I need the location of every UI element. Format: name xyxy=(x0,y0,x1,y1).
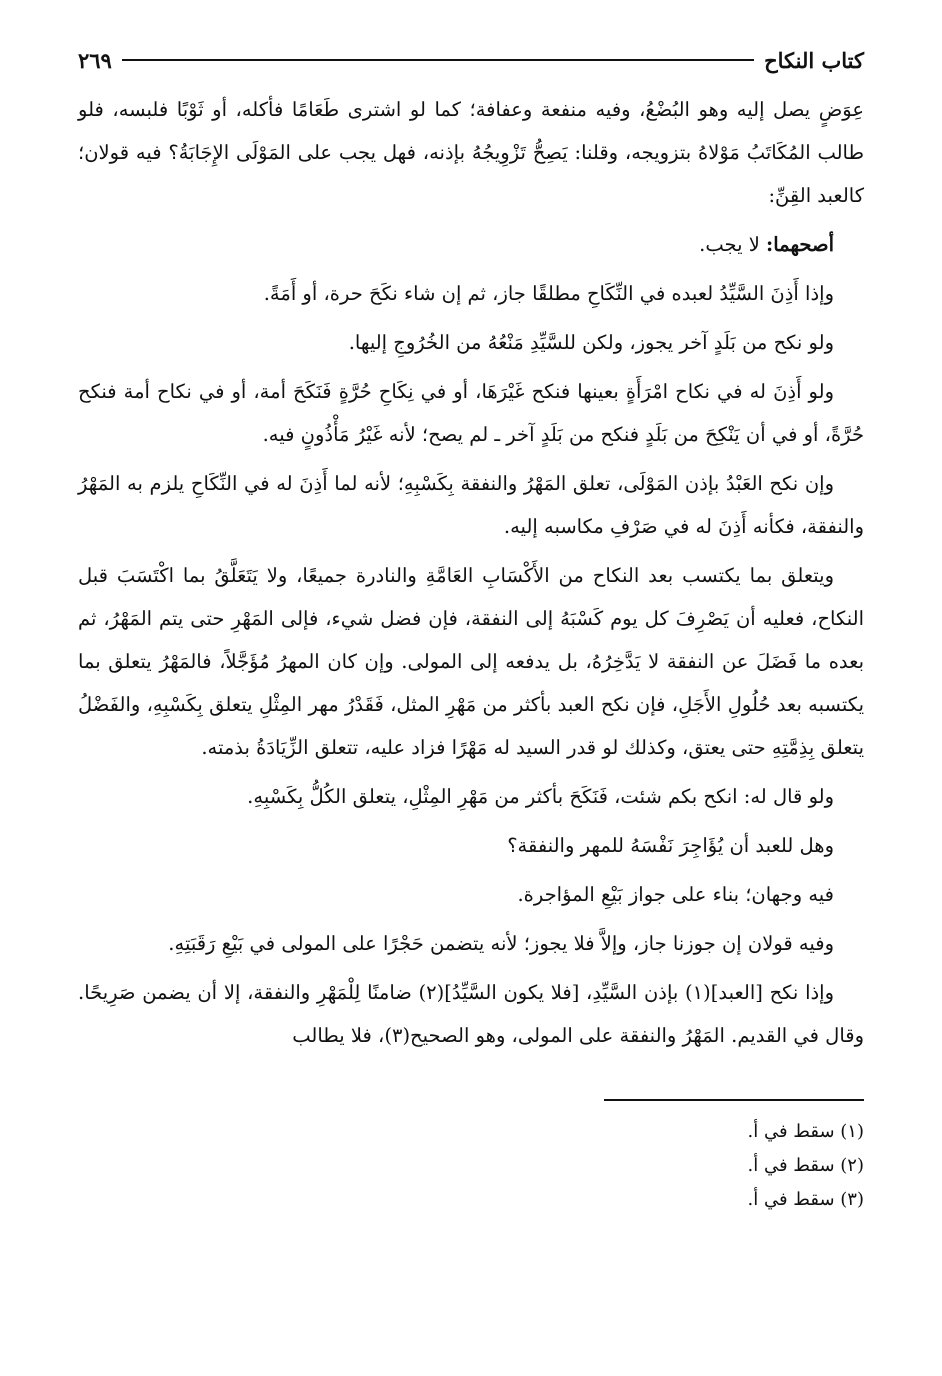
page-body xyxy=(78,88,864,1057)
footnote: (٢) سقط في أ. xyxy=(747,1155,864,1176)
paragraph-text: وإذا نكح [العبد](١) بإذن السَّيِّدِ، [فلا يكون السَّيِّدُ](٢) ضامنًا لِلْمَهْرِ والنفقة، إلا أن يضمن صَرِيحًا. وقال في القديم. المَهْرُ والنفقة على المولى، وهو الصحيح(٣)، فلا يطالب xyxy=(78,981,864,1047)
paragraph xyxy=(78,321,864,364)
paragraph-text: ولو قال له: انكح بكم شئت، فَنَكَحَ بأكثر من مَهْرِ المِثْلِ، يتعلق الكُلُّ بِكَسْبِهِ. xyxy=(247,785,834,808)
paragraph xyxy=(78,971,864,1057)
paragraph-text: ولو أَذِنَ له في نكاح امْرَأَةٍ بعينها فنكح غَيْرَهَا، أو في نِكَاحِ حُرَّةٍ فَنَكَحَ أمة، أو في نكاح أمة فنكح حُرَّةً، أو في أن يَنْكِحَ من بَلَدٍ فنكح من بَلَدٍ آخر ـ لم يصح؛ لأنه غَيْرُ مَأْذُونٍ فيه. xyxy=(78,380,864,446)
paragraph xyxy=(78,272,864,315)
paragraph xyxy=(78,775,864,818)
paragraph xyxy=(78,824,864,867)
footnote: (١) سقط في أ. xyxy=(747,1121,864,1142)
paragraph-text: ويتعلق بما يكتسب بعد النكاح من الأَكْسَابِ العَامَّةِ والنادرة جميعًا، ولا يَتَعَلَّقُ بما اكْتَسَبَ قبل النكاح، فعليه أن يَصْرِفَ كل يوم كَسْبَهُ إلى النفقة، فإن فضل شيء، فإلى المَهْرِ حتى يتم المَهْرُ، ثم بعده ما فَضَلَ عن النفقة لا يَدَّخِرُهُ، بل يدفعه إلى المولى. وإن كان المهرُ مُؤَجَّلاً، فالمَهْرُ يتعلق بما يكتسبه بعد حُلُولِ الأَجَلِ، فإن نكح العبد بأكثر من مَهْرِ المثل، فَقَدْرُ مهر المِثْلِ يتعلق بِكَسْبِهِ، والفَضْلُ يتعلق بِذِمَّتِهِ حتى يعتق، وكذلك لو قدر السيد له مَهْرًا فزاد عليه، تتعلق الزِّيَادَةُ بذمته. xyxy=(78,564,864,759)
paragraph-text: فيه وجهان؛ بناء على جواز بَيْعِ المؤاجرة. xyxy=(517,883,834,906)
paragraph xyxy=(78,922,864,965)
paragraph xyxy=(78,223,864,266)
footnote-separator xyxy=(604,1099,864,1101)
paragraph-text: وفيه قولان إن جوزنا جاز، وإلاَّ فلا يجوز؛ لأنه يتضمن حَجْرًا على المولى في بَيْعِ رَقَبَتِهِ. xyxy=(168,932,834,955)
paragraph-text: وإن نكح العَبْدُ بإذن المَوْلَى، تعلق المَهْرُ والنفقة بِكَسْبِهِ؛ لأنه لما أَذِنَ له في النِّكَاحِ يلزم به المَهْرُ والنفقة، فكأنه أَذِنَ له في صَرْفِ مكاسبه إليه. xyxy=(78,472,864,538)
chapter-title: كتاب النكاح xyxy=(764,47,864,73)
paragraph xyxy=(78,554,864,769)
paragraph xyxy=(78,462,864,548)
running-header xyxy=(78,40,864,80)
paragraph-text: ولو نكح من بَلَدٍ آخر يجوز، ولكن للسَّيِّدِ مَنْعُهُ من الخُرُوجِ إليها. xyxy=(348,331,834,354)
paragraph-lead: أصحهما: xyxy=(766,233,834,256)
paragraph-text: عِوَضٍ يصل إليه وهو البُضْعُ، وفيه منفعة وعفافة؛ كما لو اشترى طَعَامًا فأكله، أو ثَوْبًا فلبسه، فلو طالب المُكَاتَبُ مَوْلاهُ بتزويجه، وقلنا: يَصِحُّ تَزْوِيجُهُ بإذنه، فهل يجب على المَوْلَى الإِجَابَةُ؟ فيه قولان؛ كالعبد القِنِّ: xyxy=(78,98,864,207)
header-rule xyxy=(122,59,754,61)
footnote: (٣) سقط في أ. xyxy=(747,1189,864,1210)
paragraph-text: وإذا أَذِنَ السَّيِّدُ لعبده في النِّكَاحِ مطلقًا جاز، ثم إن شاء نكَحَ حرة، أو أَمَةً. xyxy=(263,282,834,305)
paragraph xyxy=(78,370,864,456)
page-number: ٢٦٩ xyxy=(78,47,112,73)
paragraph xyxy=(78,873,864,916)
footnotes xyxy=(78,1115,864,1217)
paragraph xyxy=(78,88,864,217)
paragraph-text: وهل للعبد أن يُؤَاجِرَ نَفْسَهُ للمهر والنفقة؟ xyxy=(507,834,834,857)
paragraph-text: لا يجب. xyxy=(699,233,767,256)
